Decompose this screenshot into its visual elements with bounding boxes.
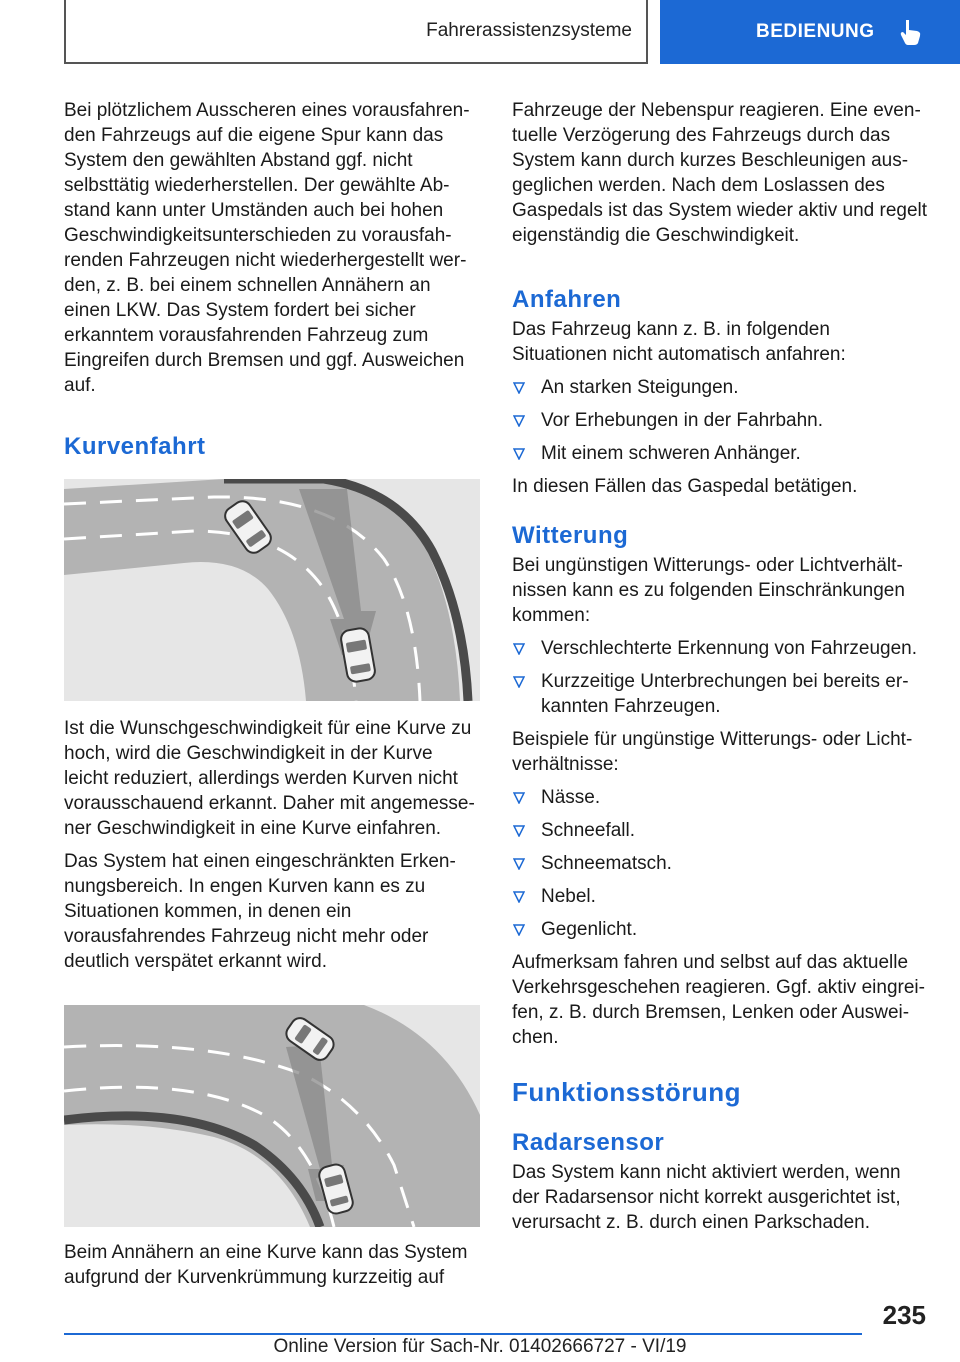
paragraph: Beim Annähern an eine Kurve kann das System aufgrund der Kurvenkrümmung kurzzeitig auf: [64, 1242, 468, 1288]
footer-version: Online Version für Sach-Nr. 01402666727 - VI/19: [273, 1336, 687, 1357]
heading-anfahren: Anfahren: [512, 286, 622, 313]
list-item: Nebel.: [512, 884, 928, 909]
footer-divider: [64, 1333, 862, 1335]
heading-funktionsstoerung: Funktionsstörung: [512, 1077, 741, 1107]
header-chapter: [660, 0, 960, 64]
list-beispiele: [512, 785, 928, 942]
heading-witterung: Witterung: [512, 522, 629, 549]
list-witterung: [512, 636, 928, 719]
paragraph: Aufmerksam fahren und selbst auf das aktuelle Verkehrsgeschehen reagieren. Ggf. aktiv eingreifen, z. B. durch Bremsen, Lenken oder Ausweichen.: [512, 952, 925, 1048]
triangle-bullet-icon: [513, 382, 525, 394]
paragraph: Das Fahrzeug kann z. B. in folgenden Situationen nicht automatisch anfahren:: [512, 319, 846, 365]
triangle-bullet-icon: [513, 858, 525, 870]
list-item: Gegenlicht.: [512, 917, 928, 942]
paragraph: Das System kann nicht aktiviert werden, wenn der Radarsensor nicht korrekt ausgerichtet ist, verursacht z. B. durch einen Parkschaden.: [512, 1162, 901, 1233]
paragraph: Ist die Wunschgeschwindigkeit für eine Kurve zu hoch, wird die Geschwindigkeit in der Kurve leicht reduziert, allerdings werden Kurven nicht vorausschauend erkannt. Daher mit angemessener Geschwindigkeit in eine Kurve einfahren.: [64, 718, 475, 839]
header-section: [64, 0, 648, 64]
triangle-bullet-icon: [513, 792, 525, 804]
right-column: [512, 98, 928, 1235]
header-chapter-title: BEDIENUNG: [756, 21, 875, 42]
paragraph: Beispiele für ungünstige Witterungs- oder Lichtverhältnisse:: [512, 729, 913, 775]
triangle-bullet-icon: [513, 676, 525, 688]
triangle-bullet-icon: [513, 924, 525, 936]
paragraph: Bei plötzlichem Ausscheren eines vorausfahrenden Fahrzeugs auf die eigene Spur kann das System den gewählten Abstand ggf. nicht selbsttätig wiederherstellen. Der gewählte Abstand kann unter Umständen auch bei hohen Geschwindigkeitsunterschieden zu vorausfahrenden Fahrzeugen nicht wiederhergestellt werden, z. B. bei einem schnellen Annähern an einen LKW. Das System fordert bei sicher erkanntem vorausfahrenden Fahrzeug zum Eingreifen durch Bremsen und ggf. Ausweichen auf.: [64, 100, 470, 396]
triangle-bullet-icon: [513, 448, 525, 460]
list-item: Schneematsch.: [512, 851, 928, 876]
triangle-bullet-icon: [513, 891, 525, 903]
list-item: Kurzzeitige Unterbrechungen bei bereits erkannten Fahrzeugen.: [512, 669, 928, 719]
left-column: [64, 98, 480, 1290]
paragraph: Das System hat einen eingeschränkten Erkennungsbereich. In engen Kurven kann es zu Situationen kommen, in denen ein vorausfahrendes Fahrzeug nicht mehr oder deutlich verspätet erkannt wird.: [64, 851, 456, 972]
triangle-bullet-icon: [513, 415, 525, 427]
paragraph: In diesen Fällen das Gaspedal betätigen.: [512, 476, 858, 497]
paragraph: Fahrzeuge der Nebenspur reagieren. Eine eventuelle Verzögerung des Fahrzeugs durch das System kann durch kurzes Beschleunigen ausgeglichen werden. Nach dem Loslassen des Gaspedals ist das System wieder aktiv und regelt eigenständig die Geschwindigkeit.: [512, 100, 928, 246]
list-item: An starken Steigungen.: [512, 375, 928, 400]
list-item: Vor Erhebungen in der Fahrbahn.: [512, 408, 928, 433]
list-anfahren: [512, 375, 928, 466]
triangle-bullet-icon: [513, 643, 525, 655]
list-item: Mit einem schweren Anhänger.: [512, 441, 928, 466]
list-item: Nässe.: [512, 785, 928, 810]
heading-radarsensor: Radarsensor: [512, 1129, 665, 1156]
triangle-bullet-icon: [513, 825, 525, 837]
curve-illustration-1: [64, 479, 480, 701]
heading-kurvenfahrt: Kurvenfahrt: [64, 433, 206, 460]
paragraph: Bei ungünstigen Witterungs- oder Lichtverhältnissen kann es zu folgenden Einschränkungen kommen:: [512, 555, 905, 626]
pointing-hand-icon: [895, 17, 925, 47]
list-item: Verschlechterte Erkennung von Fahrzeugen.: [512, 636, 928, 661]
curve-illustration-2: [64, 1005, 480, 1227]
header-section-title: Fahrerassistenzsysteme: [426, 20, 632, 41]
list-item: Schneefall.: [512, 818, 928, 843]
page-number: 235: [882, 1300, 926, 1330]
